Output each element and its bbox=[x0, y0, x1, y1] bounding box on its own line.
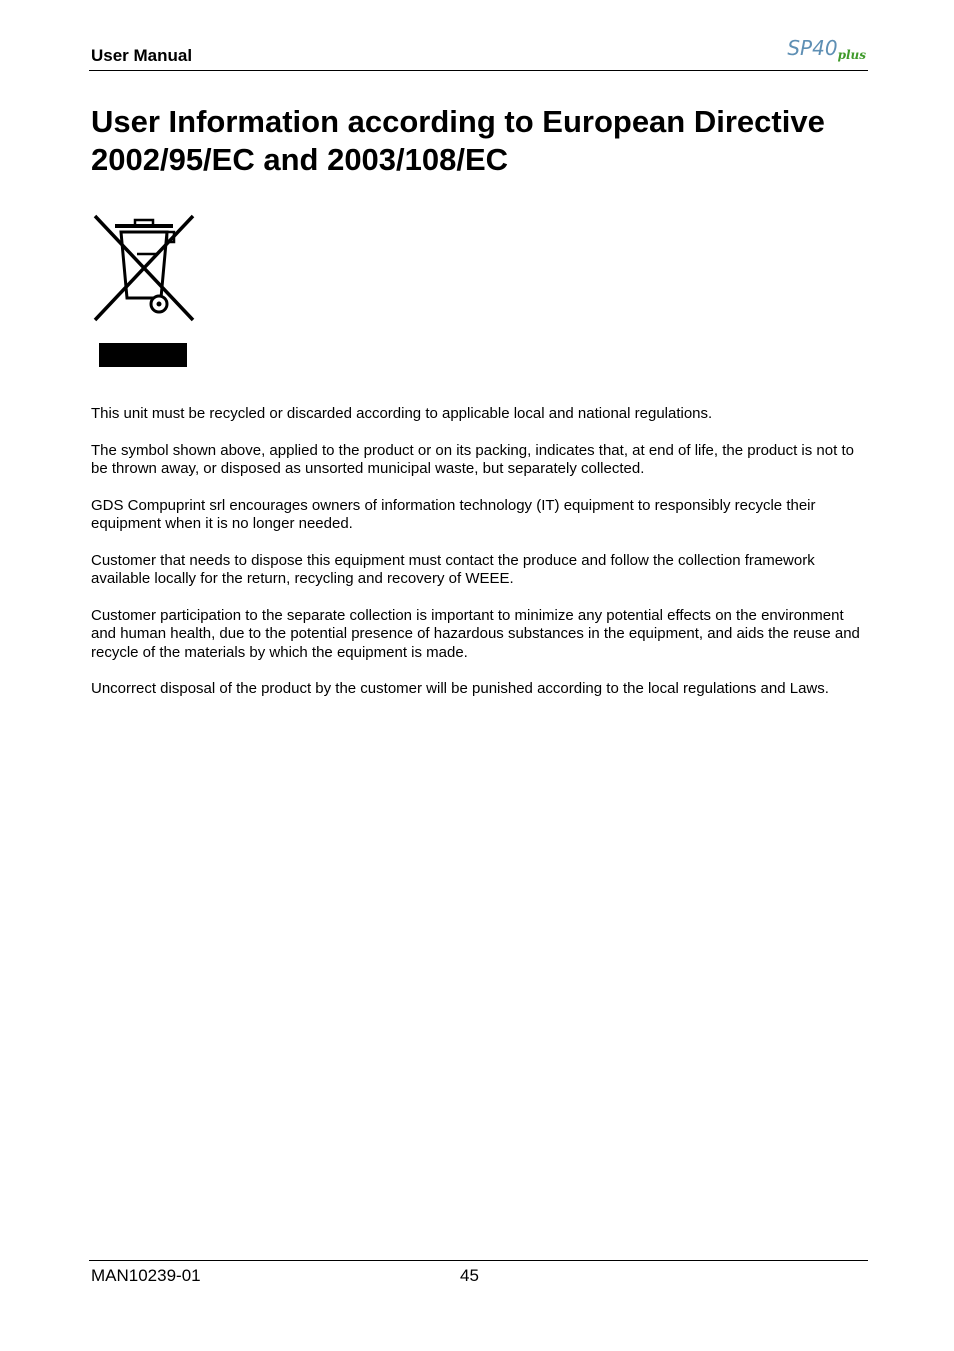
paragraph: Uncorrect disposal of the product by the customer will be punished according to the local regulations and Laws. bbox=[91, 680, 829, 697]
header-title: User Manual bbox=[91, 46, 193, 65]
page-header bbox=[89, 36, 868, 71]
page-footer bbox=[89, 1260, 868, 1291]
paragraph: GDS Compuprint srl encourages owners of information technology (IT) equipment to responsibly recycle their equipment when it is no longer needed. bbox=[91, 496, 816, 532]
crossed-out-wheelie-bin-icon bbox=[91, 212, 197, 370]
paragraph: Customer participation to the separate collection is important to minimize any potential effects on the environment and human health, due to the potential presence of hazardous substances in the equipment, and aids the reuse and recycle of the materials by which the equipment is made. bbox=[91, 606, 860, 661]
paragraph: This unit must be recycled or discarded according to applicable local and national regulations. bbox=[91, 405, 713, 422]
page-number: 45 bbox=[460, 1266, 479, 1285]
logo-suffix-text: plus bbox=[837, 48, 866, 62]
paragraph: Customer that needs to dispose this equipment must contact the produce and follow the collection framework available locally for the return, recycling and recovery of WEEE. bbox=[91, 551, 815, 587]
paragraph: The symbol shown above, applied to the product or on its packing, indicates that, at end of life, the product is not to be thrown away, or disposed as unsorted municipal waste, but separately collected. bbox=[91, 441, 854, 477]
logo-main-text: SP40 bbox=[787, 36, 838, 60]
document-id: MAN10239-01 bbox=[91, 1266, 201, 1285]
page-title: User Information according to European Directive 2002/95/EC and 2003/108/EC bbox=[91, 104, 825, 177]
weee-symbol bbox=[91, 212, 197, 370]
body-text bbox=[91, 405, 871, 717]
product-logo bbox=[787, 36, 866, 66]
